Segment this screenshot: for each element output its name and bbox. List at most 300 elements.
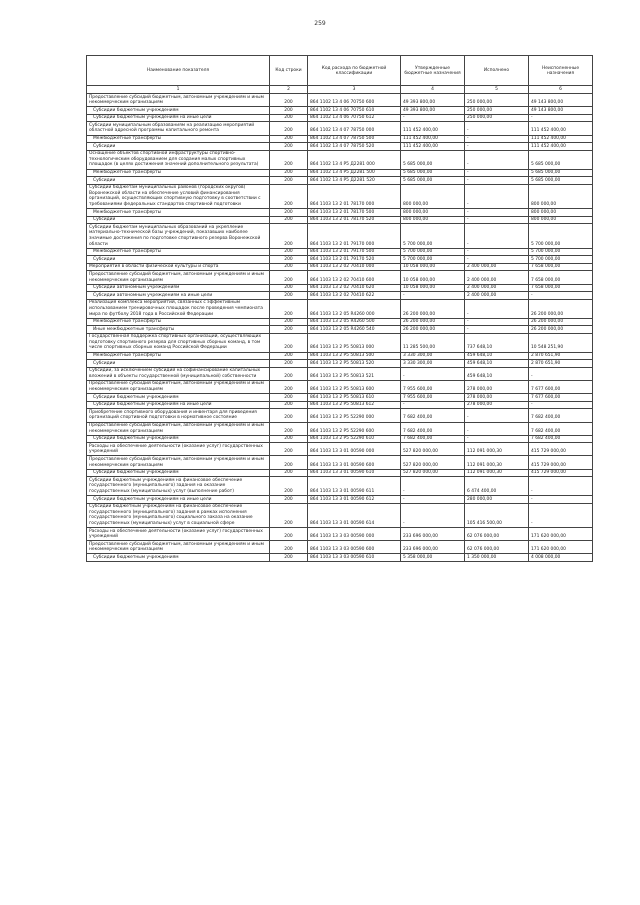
table-row — [87, 143, 593, 151]
cell-executed: - — [465, 422, 529, 435]
cell-line-code: 200 — [270, 143, 308, 151]
cell-unexecuted: 171 620 000,00 — [529, 528, 593, 541]
cell-executed: 2 400 000,00 — [465, 292, 529, 300]
cell-unexecuted: 2 870 651,90 — [529, 360, 593, 368]
cell-line-code: 200 — [270, 456, 308, 469]
cell-executed: 278 000,00 — [465, 401, 529, 409]
cell-line-code: 200 — [270, 94, 308, 107]
cell-executed: - — [465, 169, 529, 177]
cell-expense-code: 864 1102 13 4 06 70750 600 — [308, 94, 401, 107]
cell-approved: 10 058 000,00 — [401, 263, 465, 271]
cell-expense-code: 864 1103 13 3 03 00590 610 — [308, 554, 401, 562]
cell-line-code: 200 — [270, 263, 308, 271]
table-row — [87, 443, 593, 456]
column-number: 2 — [270, 86, 308, 94]
cell-line-code: 200 — [270, 496, 308, 504]
table-row — [87, 135, 593, 143]
cell-executed: - — [465, 409, 529, 422]
cell-executed: - — [465, 435, 529, 443]
cell-executed: - — [465, 248, 529, 256]
cell-unexecuted: 26 200 000,00 — [529, 326, 593, 334]
table-row — [87, 409, 593, 422]
cell-line-code: 200 — [270, 184, 308, 208]
cell-line-code: 200 — [270, 503, 308, 527]
table-row — [87, 256, 593, 264]
cell-name: Расходы на обеспечение деятельности (оказание услуг) государственных учреждений — [87, 443, 270, 456]
cell-name: Предоставление субсидий бюджетным, автономным учреждениям и иным некоммерческим организациям — [87, 422, 270, 435]
table-row — [87, 352, 593, 360]
cell-line-code: 200 — [270, 177, 308, 185]
cell-name: Субсидии — [87, 143, 270, 151]
cell-name: Субсидии бюджетным учреждениям — [87, 554, 270, 562]
cell-expense-code: 864 1103 13 3 01 00590 610 — [308, 469, 401, 477]
table-row — [87, 503, 593, 527]
table-header — [87, 56, 593, 94]
cell-unexecuted: - — [529, 114, 593, 122]
cell-line-code: 200 — [270, 409, 308, 422]
cell-executed: - — [465, 135, 529, 143]
cell-unexecuted: 111 452 400,00 — [529, 143, 593, 151]
column-number: 3 — [308, 86, 401, 94]
cell-approved: 233 696 000,00 — [401, 541, 465, 554]
cell-unexecuted: 49 143 800,00 — [529, 107, 593, 115]
cell-executed: 6 474 400,00 — [465, 477, 529, 496]
cell-name: Оснащение объектов спортивной инфраструктуры спортивно-технологическим оборудованием для создания малых спортивных площадок (в целях достижения значений дополнительного результата) — [87, 150, 270, 169]
cell-line-code: 200 — [270, 292, 308, 300]
cell-line-code: 200 — [270, 477, 308, 496]
cell-unexecuted: 5 700 000,00 — [529, 224, 593, 248]
cell-line-code: 200 — [270, 318, 308, 326]
cell-line-code: 200 — [270, 122, 308, 135]
cell-executed: - — [465, 256, 529, 264]
cell-name: Субсидии бюджетам муниципальных образований на укрепление материально-технической базы учреждений, показавших наиболее значимые достижения по подготовке спортивного резерва Воронежской области — [87, 224, 270, 248]
cell-line-code: 200 — [270, 360, 308, 368]
cell-approved: - — [401, 503, 465, 527]
cell-unexecuted: 2 870 651,90 — [529, 352, 593, 360]
cell-line-code: 200 — [270, 135, 308, 143]
cell-name: Предоставление субсидий бюджетным, автономным учреждениям и иным некоммерческим организациям — [87, 456, 270, 469]
cell-expense-code: 864 1103 13 2 01 78170 500 — [308, 209, 401, 217]
cell-executed: 2 400 000,00 — [465, 263, 529, 271]
cell-line-code: 200 — [270, 380, 308, 393]
table-row — [87, 107, 593, 115]
cell-line-code: 200 — [270, 150, 308, 169]
table-row — [87, 318, 593, 326]
cell-name: Субсидии — [87, 216, 270, 224]
cell-line-code: 200 — [270, 528, 308, 541]
cell-executed: 280 000,00 — [465, 496, 529, 504]
table-row — [87, 528, 593, 541]
table-row — [87, 541, 593, 554]
column-number: 4 — [401, 86, 465, 94]
cell-name: Межбюджетные трансферты — [87, 318, 270, 326]
cell-executed: - — [465, 299, 529, 318]
cell-unexecuted: 111 452 400,00 — [529, 135, 593, 143]
cell-expense-code: 864 1103 13 2 P5 52290 600 — [308, 422, 401, 435]
cell-unexecuted: 4 008 000,00 — [529, 554, 593, 562]
cell-line-code: 200 — [270, 114, 308, 122]
cell-unexecuted: 7 677 600,00 — [529, 380, 593, 393]
cell-expense-code: 864 1103 13 3 03 00590 000 — [308, 528, 401, 541]
cell-unexecuted: 800 000,00 — [529, 216, 593, 224]
table-row — [87, 209, 593, 217]
cell-unexecuted: 7 658 000,00 — [529, 284, 593, 292]
table-row — [87, 367, 593, 380]
header-name: Наименование показателя — [87, 56, 270, 86]
cell-unexecuted: 26 200 000,00 — [529, 299, 593, 318]
cell-unexecuted: 5 700 000,00 — [529, 248, 593, 256]
cell-expense-code: 864 1103 13 2 P5 50813 612 — [308, 401, 401, 409]
cell-approved: 800 000,00 — [401, 216, 465, 224]
cell-expense-code: 864 1103 13 2 05 R4260 500 — [308, 318, 401, 326]
cell-unexecuted: 800 000,00 — [529, 209, 593, 217]
cell-name: Государственная поддержка спортивных организаций, осуществляющих подготовку спортивного резерва для спортивных сборных команд, в том числе спортивных сборных команд Российской Федерации — [87, 333, 270, 352]
cell-executed: - — [465, 143, 529, 151]
cell-name: Субсидии муниципальным образованиям на реализацию мероприятий областной адресной программы капитального ремонта — [87, 122, 270, 135]
cell-line-code: 200 — [270, 394, 308, 402]
cell-executed: 250 000,00 — [465, 94, 529, 107]
table-row — [87, 554, 593, 562]
cell-approved: - — [401, 401, 465, 409]
cell-approved: 111 452 400,00 — [401, 122, 465, 135]
cell-line-code: 200 — [270, 169, 308, 177]
cell-name: Субсидии бюджетным учреждениям — [87, 107, 270, 115]
table-row — [87, 263, 593, 271]
table-row — [87, 360, 593, 368]
cell-expense-code: 864 1103 13 2 P5 50813 521 — [308, 367, 401, 380]
cell-approved: 3 330 300,00 — [401, 360, 465, 368]
cell-line-code: 200 — [270, 554, 308, 562]
cell-unexecuted: 10 548 251,90 — [529, 333, 593, 352]
cell-expense-code: 864 1103 13 3 01 00590 614 — [308, 503, 401, 527]
table-row — [87, 299, 593, 318]
cell-executed: 459 648,10 — [465, 360, 529, 368]
cell-expense-code: 864 1103 13 3 01 00590 612 — [308, 496, 401, 504]
cell-expense-code: 864 1102 13 4 P5 Д2281 000 — [308, 150, 401, 169]
cell-line-code: 200 — [270, 224, 308, 248]
table-row — [87, 333, 593, 352]
cell-name: Субсидии — [87, 360, 270, 368]
cell-approved: 26 200 000,00 — [401, 299, 465, 318]
header-approved: Утвержденные бюджетные назначения — [401, 56, 465, 86]
cell-line-code: 200 — [270, 367, 308, 380]
cell-line-code: 200 — [270, 256, 308, 264]
cell-unexecuted: 7 682 400,00 — [529, 409, 593, 422]
cell-line-code: 200 — [270, 333, 308, 352]
cell-unexecuted: 415 729 000,00 — [529, 443, 593, 456]
cell-approved: 5 685 000,00 — [401, 150, 465, 169]
page-number: 259 — [314, 20, 326, 27]
cell-executed: 105 416 500,00 — [465, 503, 529, 527]
budget-execution-table — [86, 55, 593, 562]
table-row — [87, 177, 593, 185]
cell-name: Субсидии — [87, 256, 270, 264]
cell-line-code: 200 — [270, 299, 308, 318]
column-number: 1 — [87, 86, 270, 94]
cell-expense-code: 864 1103 13 2 P5 50813 600 — [308, 380, 401, 393]
cell-executed: 250 000,00 — [465, 114, 529, 122]
cell-name: Иные межбюджетные трансферты — [87, 326, 270, 334]
column-number: 6 — [529, 86, 593, 94]
cell-executed: 459 648,10 — [465, 367, 529, 380]
table-row — [87, 169, 593, 177]
cell-approved: 5 700 000,00 — [401, 224, 465, 248]
cell-expense-code: 864 1102 13 4 07 78750 000 — [308, 122, 401, 135]
cell-expense-code: 864 1102 13 4 07 78750 520 — [308, 143, 401, 151]
cell-name: Предоставление субсидий бюджетным, автономным учреждениям и иным некоммерческим организациям — [87, 94, 270, 107]
cell-approved: 10 058 000,00 — [401, 271, 465, 284]
cell-expense-code: 864 1102 13 4 P5 Д2281 500 — [308, 169, 401, 177]
cell-unexecuted: 7 658 000,00 — [529, 263, 593, 271]
cell-expense-code: 864 1103 13 2 P5 50813 610 — [308, 394, 401, 402]
cell-approved: 7 682 400,00 — [401, 422, 465, 435]
table-row — [87, 496, 593, 504]
cell-name: Субсидии бюджетным учреждениям на иные цели — [87, 114, 270, 122]
cell-approved: 5 358 000,00 — [401, 554, 465, 562]
cell-executed: 278 000,00 — [465, 380, 529, 393]
cell-approved: 800 000,00 — [401, 209, 465, 217]
table-row — [87, 150, 593, 169]
table-row — [87, 456, 593, 469]
cell-name: Мероприятия в области физической культуры и спорта — [87, 263, 270, 271]
cell-approved: 527 820 000,00 — [401, 456, 465, 469]
cell-executed: - — [465, 184, 529, 208]
cell-name: Субсидии бюджетным учреждениям на иные цели — [87, 496, 270, 504]
table-row — [87, 94, 593, 107]
cell-executed: 459 648,10 — [465, 352, 529, 360]
cell-approved: 5 700 000,00 — [401, 256, 465, 264]
table-row — [87, 224, 593, 248]
cell-unexecuted: 7 682 400,00 — [529, 422, 593, 435]
table-body — [87, 94, 593, 562]
cell-expense-code: 864 1103 13 2 P5 50813 500 — [308, 352, 401, 360]
cell-expense-code: 864 1103 13 3 01 00590 000 — [308, 443, 401, 456]
cell-expense-code: 864 1103 13 2 01 78170 520 — [308, 216, 401, 224]
cell-approved: 10 058 000,00 — [401, 284, 465, 292]
cell-line-code: 200 — [270, 435, 308, 443]
cell-expense-code: 864 1102 13 4 06 70750 612 — [308, 114, 401, 122]
cell-approved: 3 330 300,00 — [401, 352, 465, 360]
cell-approved: 527 820 000,00 — [401, 443, 465, 456]
cell-executed: 250 000,00 — [465, 107, 529, 115]
cell-line-code: 200 — [270, 401, 308, 409]
cell-approved: 26 200 000,00 — [401, 326, 465, 334]
cell-approved: 111 452 400,00 — [401, 135, 465, 143]
cell-unexecuted: 49 143 800,00 — [529, 94, 593, 107]
cell-executed: 2 400 000,00 — [465, 271, 529, 284]
cell-name: Межбюджетные трансферты — [87, 135, 270, 143]
cell-name: Субсидии бюджетным учреждениям — [87, 394, 270, 402]
table-row — [87, 271, 593, 284]
cell-executed: - — [465, 209, 529, 217]
cell-approved: - — [401, 496, 465, 504]
cell-name: Предоставление субсидий бюджетным, автономным учреждениям и иным некоммерческим организациям — [87, 271, 270, 284]
cell-expense-code: 864 1102 13 4 06 70750 610 — [308, 107, 401, 115]
cell-line-code: 200 — [270, 284, 308, 292]
cell-executed: - — [465, 326, 529, 334]
cell-expense-code: 864 1103 13 2 01 78170 000 — [308, 184, 401, 208]
header-expense-code: Код расхода по бюджетной классификации — [308, 56, 401, 86]
cell-executed: - — [465, 122, 529, 135]
cell-executed: 1 350 000,00 — [465, 554, 529, 562]
cell-line-code: 200 — [270, 352, 308, 360]
cell-approved: 5 685 000,00 — [401, 177, 465, 185]
cell-line-code: 200 — [270, 248, 308, 256]
cell-name: Реализация комплекса мероприятий, связанных с эффективным использованием тренировочных площадок после проведения чемпионата мира по футболу 2018 года в Российской Федерации — [87, 299, 270, 318]
table-row — [87, 435, 593, 443]
cell-approved: 7 955 600,00 — [401, 380, 465, 393]
cell-expense-code: 864 1103 13 2 02 70410 622 — [308, 292, 401, 300]
column-number-row — [87, 86, 593, 94]
cell-name: Субсидии бюджетам муниципальных районов (городских округов) Воронежской области на обеспечение условий финансирования организаций, осуществляющих спортивную подготовку в соответствии с требованиями федеральных стандартов спортивной подготовки — [87, 184, 270, 208]
header-executed: Исполнено — [465, 56, 529, 86]
cell-expense-code: 864 1103 13 2 01 79170 500 — [308, 248, 401, 256]
cell-approved: - — [401, 477, 465, 496]
table-row — [87, 401, 593, 409]
cell-name: Межбюджетные трансферты — [87, 169, 270, 177]
table-row — [87, 394, 593, 402]
cell-name: Расходы на обеспечение деятельности (оказание услуг) государственных учреждений — [87, 528, 270, 541]
cell-unexecuted: 111 452 400,00 — [529, 122, 593, 135]
cell-unexecuted: 800 000,00 — [529, 184, 593, 208]
cell-approved: - — [401, 114, 465, 122]
cell-line-code: 200 — [270, 107, 308, 115]
cell-unexecuted: 26 200 000,00 — [529, 318, 593, 326]
cell-expense-code: 864 1103 13 2 P5 50813 520 — [308, 360, 401, 368]
cell-line-code: 200 — [270, 422, 308, 435]
cell-approved: 527 820 000,00 — [401, 469, 465, 477]
table-row — [87, 114, 593, 122]
table-row — [87, 122, 593, 135]
cell-unexecuted: 171 620 000,00 — [529, 541, 593, 554]
cell-executed: 112 091 000,30 — [465, 443, 529, 456]
cell-approved: 26 200 000,00 — [401, 318, 465, 326]
cell-approved: 11 285 500,00 — [401, 333, 465, 352]
table-row — [87, 248, 593, 256]
cell-approved: 49 393 800,00 — [401, 94, 465, 107]
cell-executed: - — [465, 318, 529, 326]
cell-line-code: 200 — [270, 469, 308, 477]
cell-expense-code: 864 1102 13 4 P5 Д2281 520 — [308, 177, 401, 185]
cell-approved: 49 393 800,00 — [401, 107, 465, 115]
cell-expense-code: 864 1103 13 2 01 79170 520 — [308, 256, 401, 264]
cell-expense-code: 864 1103 13 2 02 70410 600 — [308, 271, 401, 284]
cell-unexecuted: - — [529, 401, 593, 409]
cell-expense-code: 864 1103 13 2 P5 50813 000 — [308, 333, 401, 352]
cell-line-code: 200 — [270, 443, 308, 456]
cell-name: Предоставление субсидий бюджетным, автономным учреждениям и иным некоммерческим организациям — [87, 541, 270, 554]
header-unexecuted: Неисполненные назначения — [529, 56, 593, 86]
cell-approved: 7 955 600,00 — [401, 394, 465, 402]
table-row — [87, 422, 593, 435]
cell-line-code: 200 — [270, 216, 308, 224]
cell-approved: - — [401, 367, 465, 380]
cell-executed: 62 076 000,00 — [465, 541, 529, 554]
cell-name: Субсидии бюджетным учреждениям — [87, 435, 270, 443]
cell-executed: - — [465, 224, 529, 248]
cell-expense-code: 864 1103 13 2 P5 52290 000 — [308, 409, 401, 422]
cell-expense-code: 864 1103 13 3 01 00590 611 — [308, 477, 401, 496]
cell-name: Субсидии, за исключением субсидий на софинансирование капитальных вложений в объекты государственной (муниципальной) собственности — [87, 367, 270, 380]
cell-name: Субсидии бюджетным учреждениям — [87, 469, 270, 477]
cell-unexecuted: 7 677 600,00 — [529, 394, 593, 402]
cell-approved: 111 452 400,00 — [401, 143, 465, 151]
cell-name: Субсидии — [87, 177, 270, 185]
cell-unexecuted: 7 682 400,00 — [529, 435, 593, 443]
table-row — [87, 184, 593, 208]
cell-expense-code: 864 1103 13 3 03 00590 600 — [308, 541, 401, 554]
cell-expense-code: 864 1103 13 2 P5 52290 610 — [308, 435, 401, 443]
column-number: 5 — [465, 86, 529, 94]
cell-unexecuted: 5 685 000,00 — [529, 169, 593, 177]
cell-unexecuted: - — [529, 496, 593, 504]
cell-approved: 233 696 000,00 — [401, 528, 465, 541]
cell-unexecuted: 5 700 000,00 — [529, 256, 593, 264]
table-row — [87, 284, 593, 292]
cell-approved: 800 000,00 — [401, 184, 465, 208]
cell-executed: 737 648,10 — [465, 333, 529, 352]
cell-name: Предоставление субсидий бюджетным, автономным учреждениям и иным некоммерческим организациям — [87, 380, 270, 393]
cell-executed: 62 076 000,00 — [465, 528, 529, 541]
cell-line-code: 200 — [270, 209, 308, 217]
cell-executed: 2 400 000,00 — [465, 284, 529, 292]
table-row — [87, 326, 593, 334]
cell-expense-code: 864 1103 13 2 02 70410 620 — [308, 284, 401, 292]
cell-line-code: 200 — [270, 541, 308, 554]
cell-executed: 112 091 000,30 — [465, 456, 529, 469]
cell-approved: 5 700 000,00 — [401, 248, 465, 256]
cell-name: Субсидии бюджетным учреждениям на иные цели — [87, 401, 270, 409]
table-row — [87, 216, 593, 224]
cell-approved: 7 682 400,00 — [401, 435, 465, 443]
cell-unexecuted: - — [529, 367, 593, 380]
cell-line-code: 200 — [270, 271, 308, 284]
cell-unexecuted: 7 658 000,00 — [529, 271, 593, 284]
table-row — [87, 469, 593, 477]
cell-line-code: 200 — [270, 326, 308, 334]
table-row — [87, 477, 593, 496]
cell-expense-code: 864 1103 13 2 05 R4260 540 — [308, 326, 401, 334]
cell-executed: - — [465, 177, 529, 185]
cell-unexecuted: - — [529, 477, 593, 496]
cell-name: Приобретение спортивного оборудования и инвентаря для приведения организаций спортивной подготовки в нормативное состояние — [87, 409, 270, 422]
cell-name: Субсидии автономным учреждениям — [87, 284, 270, 292]
cell-executed: - — [465, 216, 529, 224]
cell-unexecuted: - — [529, 292, 593, 300]
cell-expense-code: 864 1102 13 4 07 78750 500 — [308, 135, 401, 143]
table-row — [87, 292, 593, 300]
header-line-code: Код строки — [270, 56, 308, 86]
cell-unexecuted: 415 729 000,00 — [529, 456, 593, 469]
cell-executed: 278 000,00 — [465, 394, 529, 402]
cell-executed: 112 091 000,30 — [465, 469, 529, 477]
cell-unexecuted: - — [529, 503, 593, 527]
cell-approved: - — [401, 292, 465, 300]
cell-expense-code: 864 1103 13 2 01 79170 000 — [308, 224, 401, 248]
table-row — [87, 380, 593, 393]
cell-name: Субсидии автономным учреждениям на иные цели — [87, 292, 270, 300]
cell-approved: 5 685 000,00 — [401, 169, 465, 177]
cell-name: Межбюджетные трансферты — [87, 352, 270, 360]
cell-executed: - — [465, 150, 529, 169]
cell-unexecuted: 415 729 000,00 — [529, 469, 593, 477]
cell-unexecuted: 5 685 000,00 — [529, 177, 593, 185]
cell-unexecuted: 5 685 000,00 — [529, 150, 593, 169]
cell-name: Субсидии бюджетным учреждениям на финансовое обеспечение государственного (муниципального) задания в рамках исполнения государственного (муниципального) социального заказа на оказание государственных (муниципальных) услуг в социальной сфере — [87, 503, 270, 527]
cell-name: Субсидии бюджетным учреждениям на финансовое обеспечение государственного (муниципального) задания на оказание государственных (муниципальных) услуг (выполнение работ) — [87, 477, 270, 496]
cell-expense-code: 864 1103 13 3 01 00590 600 — [308, 456, 401, 469]
cell-name: Межбюджетные трансферты — [87, 248, 270, 256]
